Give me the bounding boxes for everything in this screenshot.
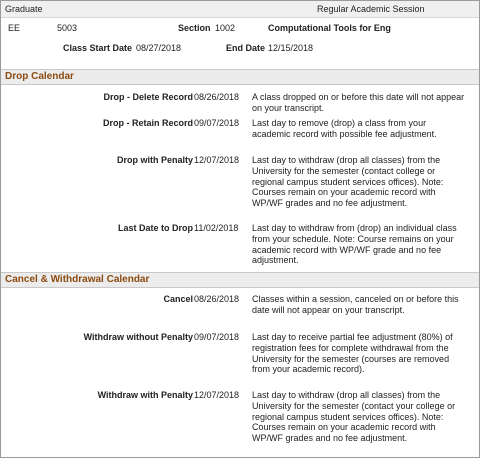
drop-row-description: Last day to withdraw from (drop) an individual class from your schedule. Note: Course remains on your academic record with WP/WF grade and no fee adjustment. [252,223,457,266]
section-label: Section [178,23,211,33]
withdrawal-row-date: 08/26/2018 [194,294,240,304]
drop-row-label: Last Date to Drop [117,223,193,233]
session-label: Regular Academic Session [317,4,425,14]
cancel-withdrawal-calendar-title: Cancel & Withdrawal Calendar [5,274,150,285]
drop-row-date: 12/07/2018 [194,155,240,165]
drop-calendar-title: Drop Calendar [5,71,74,82]
subject-code: EE [8,23,21,33]
withdrawal-row-label: Cancel [163,294,193,304]
withdrawal-row-label: Withdraw with Penalty [97,390,193,400]
drop-row-description: A class dropped on or before this date will not appear on your transcript. [252,92,465,113]
drop-row-date: 09/07/2018 [194,118,240,128]
career-label: Graduate [5,4,43,14]
drop-row-label: Drop - Retain Record [102,118,193,128]
drop-row-label: Drop - Delete Record [103,92,193,102]
drop-row-date: 11/02/2018 [194,223,239,233]
cancel-withdrawal-calendar-header [1,272,479,288]
course-title: Computational Tools for Eng [268,23,391,33]
withdrawal-row-date: 09/07/2018 [194,332,240,342]
withdrawal-row-description: Last day to withdraw (drop all classes) from the University for the semester (contact your college or regional campus student services offices). Note: Courses remain on your academic record with WP/WF grades and no fee adjustment. [252,390,456,444]
end-date: 12/15/2018 [268,43,314,53]
withdrawal-row-date: 12/07/2018 [194,390,240,400]
withdrawal-row-label: Withdraw without Penalty [83,332,193,342]
drop-row-description: Last day to remove (drop) a class from your academic record with possible fee adjustment. [252,118,437,139]
drop-row-label: Drop with Penalty [116,155,193,165]
class-start-label: Class Start Date [63,43,133,53]
withdrawal-row-description: Classes within a session, canceled on or before this date will not appear on your transcript. [252,294,459,315]
section-number: 1002 [215,23,236,33]
withdrawal-row-description: Last day to receive partial fee adjustment (80%) of registration fees for complete withdrawal from the University for the semester (courses are removed from your academic record). [252,332,453,375]
drop-calendar-header [1,69,479,85]
drop-row-description: Last day to withdraw (drop all classes) from the University for the semester (contact college or regional campus student services offices). Note: Courses remain on your academic record with WP/WF grades and no fee adjustment. [252,155,444,209]
class-start-date: 08/27/2018 [136,43,182,53]
end-date-label: End Date [226,43,266,53]
catalog-number: 5003 [57,23,78,33]
drop-row-date: 08/26/2018 [194,92,240,102]
